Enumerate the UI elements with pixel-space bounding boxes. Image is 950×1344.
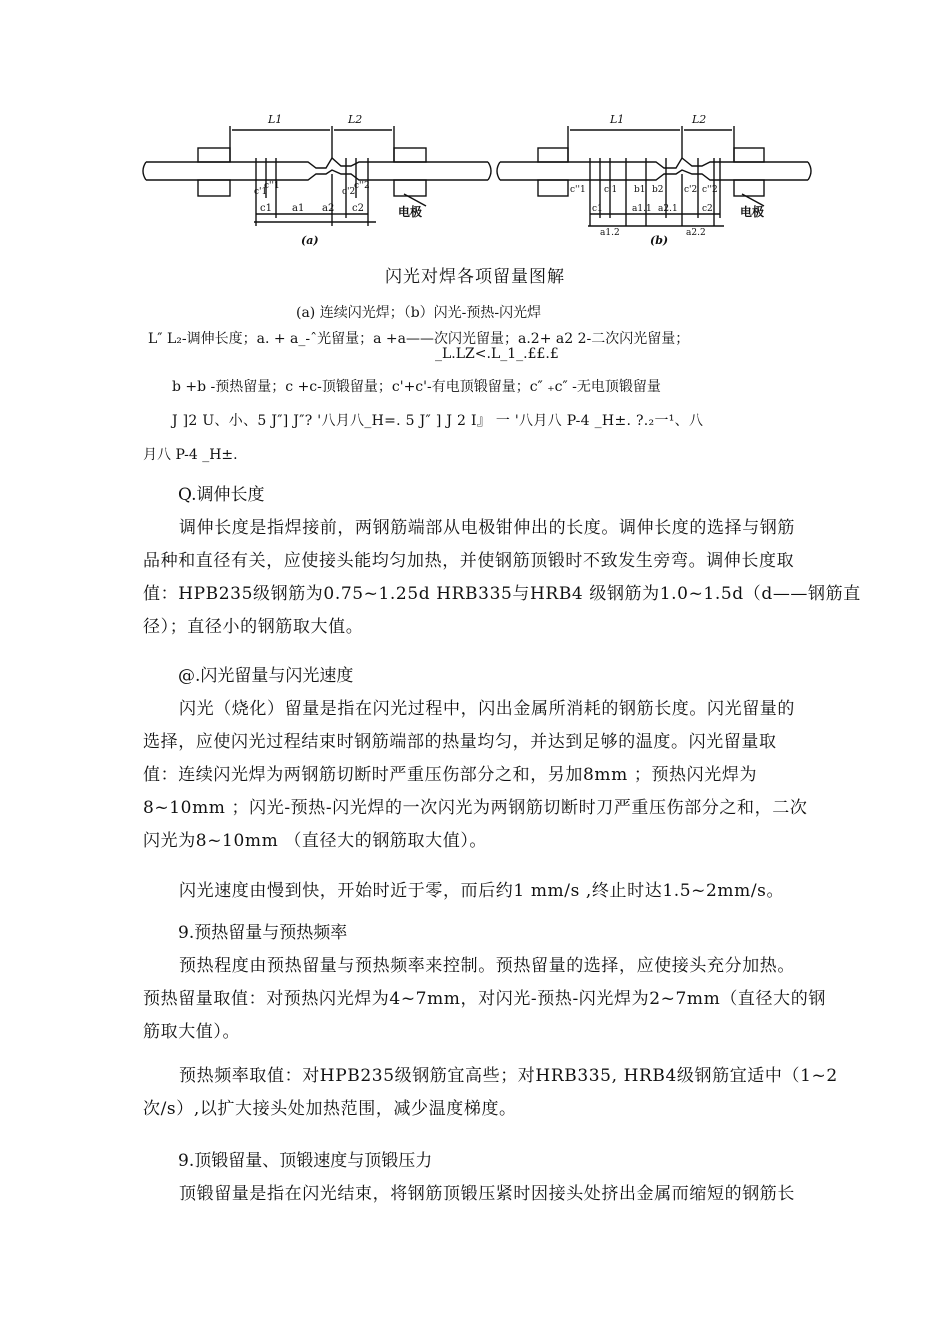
label-b-c1pp: c''1 bbox=[570, 185, 586, 195]
label-b-L2: L2 bbox=[692, 113, 707, 126]
paragraph-flash-speed bbox=[143, 875, 823, 908]
text-line: 顶锻留量是指在闪光结束，将钢筋顶锻压紧时因接头处挤出金属而缩短的钢筋长 bbox=[179, 1184, 795, 1204]
weld-allowance-figure bbox=[136, 108, 816, 260]
label-a-c2pp: c''2 bbox=[354, 181, 370, 191]
heading-flash-allowance: @.闪光留量与闪光速度 bbox=[178, 666, 354, 686]
label-b-a12: a1.2 bbox=[600, 228, 620, 238]
text-line: 预热留量取值：对预热闪光焊为4~7mm，对闪光-预热-闪光焊为2~7mm（直径大的钢 bbox=[143, 989, 826, 1009]
label-b-c1: c1 bbox=[592, 204, 603, 214]
sub-caption-line2: L″ L₂-调伸长度；a. + a_-ˆ光留量；a +a——次闪光留量；a.2+ a2 2-二次闪光留量； bbox=[148, 331, 690, 347]
label-a-tag: (a) bbox=[301, 234, 319, 247]
label-b-a21: a2.1 bbox=[658, 204, 678, 214]
label-a-electrode: 电极 bbox=[398, 205, 423, 219]
label-b-b2: b2 bbox=[652, 185, 664, 195]
text-line: 调伸长度是指焊接前，两钢筋端部从电极钳伸出的长度。调伸长度的选择与钢筋 bbox=[179, 518, 795, 538]
label-a-c1pp: c''1 bbox=[264, 181, 280, 191]
label-a-a1: a1 bbox=[292, 203, 305, 214]
text-line: 闪光速度由慢到快，开始时近于零，而后约1 mm/s ,终止时达1.5~2mm/s。 bbox=[179, 881, 785, 901]
heading-stretch-length: Q.调伸长度 bbox=[178, 485, 265, 505]
heading-upset: 9.顶锻留量、顶锻速度与顶锻压力 bbox=[178, 1151, 433, 1171]
text-line: 闪光为8~10mm （直径大的钢筋取大值）。 bbox=[143, 831, 488, 851]
paragraph-flash-allowance bbox=[143, 693, 823, 858]
heading-preheat: 9.预热留量与预热频率 bbox=[178, 923, 348, 943]
label-b-c2: c2 bbox=[702, 204, 713, 214]
label-a-c1: c1 bbox=[260, 203, 272, 214]
label-a-c1p: c'1 bbox=[254, 187, 268, 197]
paragraph-upset bbox=[143, 1178, 823, 1211]
text-line: 预热程度由预热留量与预热频率来控制。预热留量的选择，应使接头充分加热。 bbox=[179, 956, 795, 976]
text-line: 值：连续闪光焊为两钢筋切断时严重压伤部分之和，另加8mm ；预热闪光焊为 bbox=[143, 765, 758, 785]
label-b-c1p: c'1 bbox=[604, 185, 618, 195]
garbled-line2: 月八 P-4 _H±. bbox=[143, 447, 238, 463]
label-a-L2: L2 bbox=[348, 113, 363, 126]
label-a-c2: c2 bbox=[352, 203, 364, 214]
label-b-a11: a1.1 bbox=[632, 204, 652, 214]
sub-caption-line3: _L.LZ<.L_1_.££.£ bbox=[435, 346, 559, 362]
text-line: 预热频率取值：对HPB235级钢筋宜高些；对HRB335, HRB4级钢筋宜适中（1~2 bbox=[179, 1066, 838, 1086]
paragraph-preheat-allowance bbox=[143, 950, 826, 1049]
label-a-c2p: c'2 bbox=[342, 187, 356, 197]
label-b-a22: a2.2 bbox=[686, 228, 706, 238]
text-line: 闪光（烧化）留量是指在闪光过程中，闪出金属所消耗的钢筋长度。闪光留量的 bbox=[179, 699, 795, 719]
text-line: 选择，应使闪光过程结束时钢筋端部的热量均匀，并达到足够的温度。闪光留量取 bbox=[143, 732, 777, 752]
label-b-b1: b1 bbox=[634, 185, 646, 195]
figure-caption: 闪光对焊各项留量图解 bbox=[385, 267, 565, 287]
text-line: 径）；直径小的钢筋取大值。 bbox=[143, 617, 364, 637]
label-b-c2p: c'2 bbox=[684, 185, 698, 195]
paragraph-stretch-length bbox=[143, 512, 861, 644]
label-b-tag: (b) bbox=[650, 234, 669, 247]
label-b-electrode: 电极 bbox=[740, 205, 765, 219]
text-line: 值：HPB235级钢筋为0.75~1.25d HRB335与HRB4 级钢筋为1.0~1.5d（d——钢筋直 bbox=[143, 584, 861, 604]
text-line: 次/s）,以扩大接头处加热范围，减少温度梯度。 bbox=[143, 1099, 517, 1119]
text-line: 筋取大值）。 bbox=[143, 1022, 241, 1042]
text-line: 品种和直径有关，应使接头能均匀加热，并使钢筋顶锻时不致发生旁弯。调伸长度取 bbox=[143, 551, 795, 571]
label-b-L1: L1 bbox=[610, 113, 625, 126]
paragraph-preheat-frequency bbox=[143, 1060, 838, 1126]
label-a-a2: a2 bbox=[322, 203, 335, 214]
garbled-line1: J ]2 U、小、5 J″] J″? '八月八_H=. 5 J″ ] J 2 I』 一 '八月八 P-4 _H±. ?.₂一¹、八 bbox=[172, 413, 704, 429]
text-line: 8~10mm ；闪光-预热-闪光焊的一次闪光为两钢筋切断时刀严重压伤部分之和，二次 bbox=[143, 798, 808, 818]
sub-caption-line1: (a) 连续闪光焊；（b）闪光-预热-闪光焊 bbox=[296, 305, 542, 321]
figure-a bbox=[143, 126, 491, 226]
sub-caption-line4: b +b -预热留量；c +c-顶锻留量；c'+c'-有电顶锻留量；c″ ₊c″ -无电顶锻留量 bbox=[172, 379, 661, 395]
label-b-c2pp: c''2 bbox=[702, 185, 718, 195]
figure-svg bbox=[136, 108, 816, 260]
label-a-L1: L1 bbox=[268, 113, 283, 126]
